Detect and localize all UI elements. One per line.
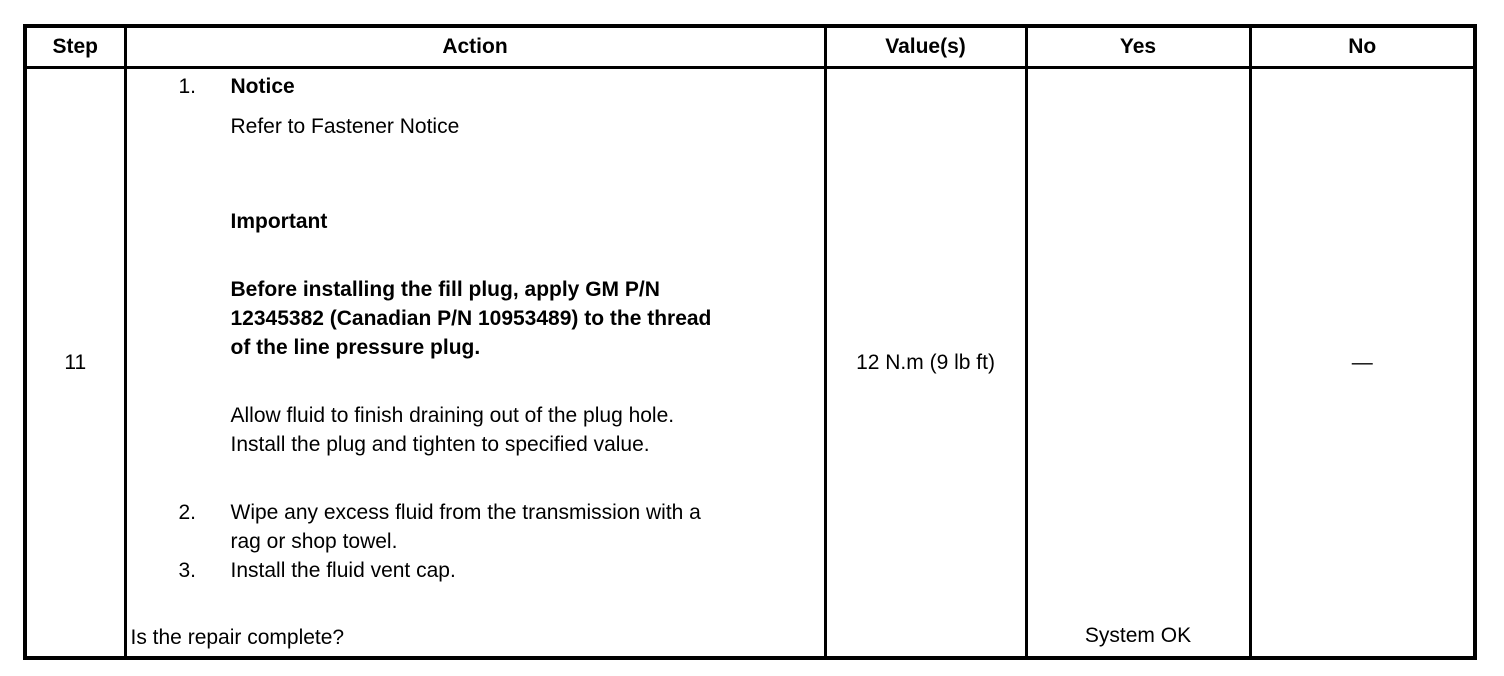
item-2-number: 2. xyxy=(178,501,197,524)
header-row xyxy=(25,26,1475,68)
notice-label: Notice xyxy=(230,75,295,98)
important-text-line-3: of the line pressure plug. xyxy=(230,336,481,359)
item-2-line-1: Wipe any excess fluid from the transmission with a xyxy=(230,501,701,524)
instruction-line-1: Allow fluid to finish draining out of the plug hole. xyxy=(230,404,675,427)
no-cell: — xyxy=(1250,68,1475,659)
yes-cell xyxy=(1026,68,1250,659)
item-1-number: 1. xyxy=(178,75,197,98)
important-text-line-2: 12345382 (Canadian P/N 10953489) to the thread xyxy=(230,307,712,330)
important-text-line-1: Before installing the fill plug, apply GM P/N xyxy=(230,278,660,301)
important-label: Important xyxy=(230,210,328,233)
header-values: Value(s) xyxy=(825,26,1026,68)
notice-text: Refer to Fastener Notice xyxy=(230,115,460,138)
header-action: Action xyxy=(125,26,825,68)
step-number: 11 xyxy=(25,68,125,659)
header-no: No xyxy=(1250,26,1475,68)
item-2-line-2: rag or shop towel. xyxy=(230,530,398,553)
item-3-number: 3. xyxy=(178,559,197,582)
header-yes: Yes xyxy=(1026,26,1250,68)
yes-result: System OK xyxy=(1084,624,1192,647)
table-row xyxy=(25,68,1475,659)
value-cell: 12 N.m (9 lb ft) xyxy=(825,68,1026,659)
question-text: Is the repair complete? xyxy=(130,626,345,649)
action-cell xyxy=(125,68,825,659)
item-3-text: Install the fluid vent cap. xyxy=(230,559,456,582)
instruction-line-2: Install the plug and tighten to specified value. xyxy=(230,433,650,456)
header-step: Step xyxy=(25,26,125,68)
diagnostic-table xyxy=(23,24,1477,660)
